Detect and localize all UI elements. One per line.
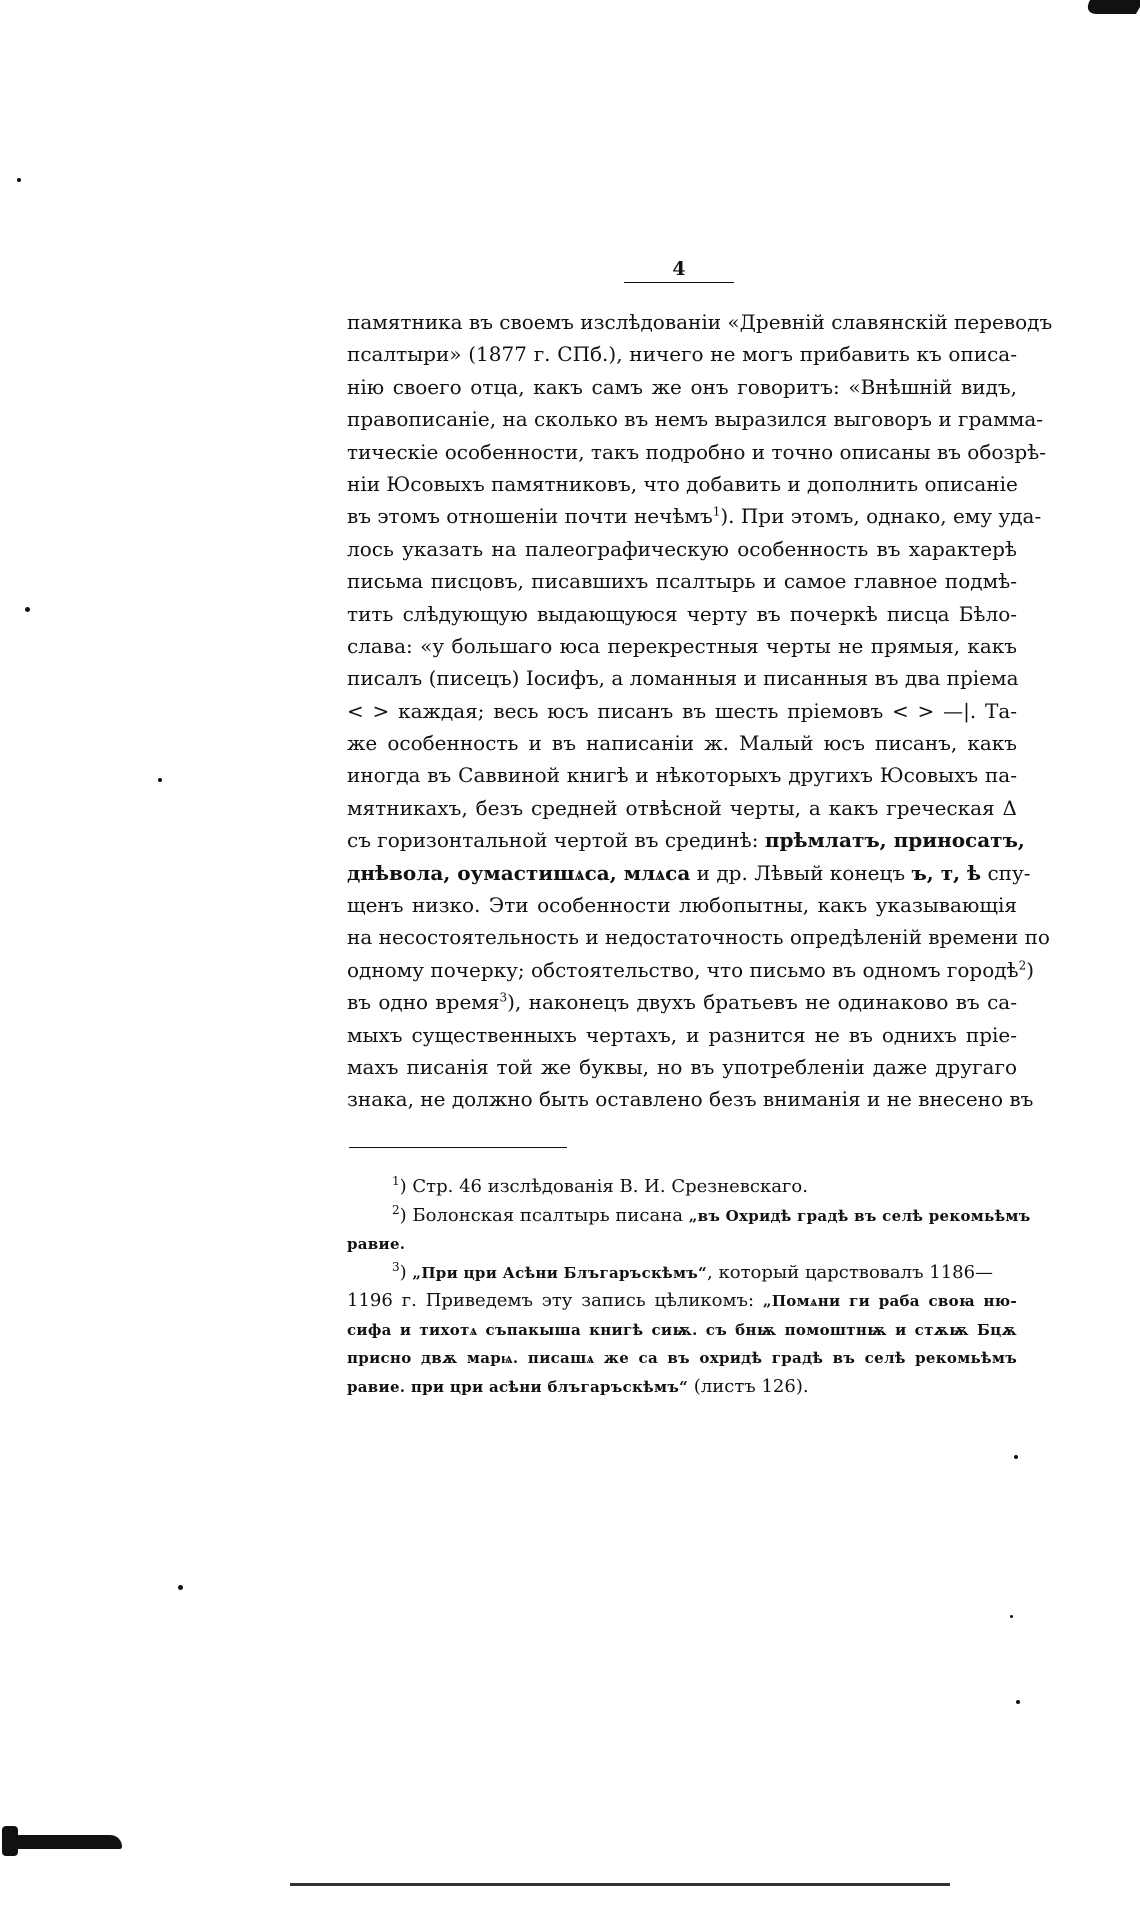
footnote-text: (листъ 126).: [688, 1375, 809, 1397]
footnote-3: [347, 1259, 1017, 1288]
footnote-text: ): [399, 1261, 413, 1283]
text-line: же особенность и въ написаніи ж. Малый юсъ писанъ, какъ: [347, 731, 1017, 756]
footnote-text: 1196 г. Приведемъ эту запись цѣликомъ:: [347, 1290, 763, 1311]
text-run: ), наконецъ двухъ братьевъ не одинаково въ са-: [507, 990, 1017, 1015]
scan-artifact: [2, 1826, 18, 1856]
old-slavonic-quote: „Помѧни ги раба своꙗ ню-: [762, 1292, 1017, 1310]
footnote-mark: 3: [392, 1259, 400, 1274]
text-line: тическіе особенности, такъ подробно и точно описаны въ обозрѣ-: [347, 439, 1046, 464]
scan-artifact: [1082, 0, 1140, 14]
footnotes: [347, 1173, 1031, 1401]
text-run: въ этомъ отношеніи почти нечѣмъ: [347, 504, 713, 529]
text-line: правописаніе, на сколько въ немъ выразился выговоръ и грамма-: [347, 407, 1044, 432]
text-line: писалъ (писецъ) Іосифъ, а ломанныя и писанныя въ два пріема: [347, 666, 1019, 691]
text-run: ). При этомъ, однако, ему уда-: [720, 504, 1042, 529]
footnote-text: ) Болонская псалтырь писана: [399, 1204, 689, 1226]
old-slavonic-example: днѣвола, оумастишѧса, млѧса: [347, 860, 691, 885]
footnote-2-cont: [347, 1230, 1017, 1259]
footnote-ref: 1: [712, 504, 721, 519]
text-line: иногда въ Саввиной книгѣ и нѣкоторыхъ другихъ Юсовыхъ па-: [347, 763, 1017, 788]
text-line: < > каждая; весь юсъ писанъ въ шесть пріемовъ < > —|. Та-: [347, 698, 1017, 723]
text-run: съ горизонтальной чертой въ срединѣ:: [347, 828, 759, 853]
footnote-2: [347, 1202, 1031, 1231]
old-slavonic-example: прѣмлатъ, приносатъ,: [764, 828, 1025, 853]
footnote-3-cont: [347, 1287, 1017, 1316]
text-run: въ одно время: [347, 990, 500, 1015]
text-line: на несостоятельность и недостаточность опредѣленій времени по: [347, 925, 1050, 950]
scan-artifact: [2, 1835, 122, 1849]
old-slavonic-quote: „въ Охридѣ градѣ въ селѣ рекомьѣмъ: [688, 1206, 1031, 1225]
text-line: щенъ низко. Эти особенности любопытны, какъ указывающія: [347, 893, 1017, 918]
footnote-3-cont: [347, 1373, 1017, 1402]
text-line: [347, 500, 1042, 532]
text-line: [347, 857, 1031, 889]
text-line: знака, не должно быть оставлено безъ вниманія и не внесено въ: [347, 1087, 1034, 1112]
text-line: тить слѣдующую выдающуюся черту въ почеркѣ писца Бѣло-: [347, 601, 1017, 626]
text-line: [347, 954, 1035, 986]
text-line: лось указать на палеографическую особенность въ характерѣ: [347, 536, 1017, 561]
footnote-1: [347, 1173, 1017, 1202]
old-slavonic-quote: „При цри Асѣни Блъгаръскѣмъ“: [412, 1263, 708, 1282]
text-line: [347, 824, 1025, 856]
footnote-text: , который царствовалъ 1186—: [707, 1261, 994, 1283]
old-slavonic-quote: равие. при цри асѣни блъгаръскѣмъ“: [347, 1377, 689, 1396]
scan-artifact: [1014, 1455, 1018, 1459]
scan-artifact: [1010, 1615, 1013, 1618]
text-line: мыхъ существенныхъ чертахъ, и разнится не въ однихъ пріе-: [347, 1022, 1017, 1047]
scan-artifact: [1016, 1700, 1020, 1704]
text-line: псалтыри» (1877 г. СПб.), ничего не могъ прибавить къ описа-: [347, 342, 1017, 367]
text-line: [347, 986, 1017, 1018]
scan-artifact: [17, 178, 21, 182]
text-line: мятникахъ, безъ средней отвѣсной черты, а какъ греческая Δ: [347, 795, 1017, 820]
footnote-mark: 1: [392, 1174, 400, 1188]
text-line: памятника въ своемъ изслѣдованіи «Древній славянскій переводъ: [347, 310, 1053, 334]
footnote-mark: 2: [392, 1202, 400, 1217]
text-line: ніи Юсовыхъ памятниковъ, что добавить и дополнить описаніе: [347, 471, 1018, 496]
footnote-ref: 3: [499, 990, 508, 1005]
text-run: одному почерку; обстоятельство, что письмо въ одномъ городѣ: [347, 957, 1019, 982]
old-slavonic-letters: ъ, т, ѣ: [911, 860, 982, 885]
text-line: махъ писанія той же буквы, но въ употребленіи даже другаго: [347, 1054, 1017, 1079]
scan-artifact: [290, 1883, 950, 1886]
text-line: нію своего отца, какъ самъ же онъ говоритъ: «Внѣшній видъ,: [347, 374, 1017, 399]
body-text: [347, 306, 1053, 1116]
footnote-3-cont: присно двѫ марѩ. писашѧ же са въ охридѣ градѣ въ селѣ рекомьѣмъ: [347, 1349, 1017, 1367]
old-slavonic-quote: равие.: [347, 1235, 406, 1253]
text-line: слава: «у большаго юса перекрестныя черты не прямыя, какъ: [347, 633, 1017, 658]
text-run: ): [1026, 957, 1035, 982]
text-run: и др. Лѣвый конецъ: [690, 860, 906, 885]
footnote-ref: 2: [1018, 958, 1027, 973]
footnote-3-cont: сифа и тихотѧ съпакыша книгѣ сиѭ. съ бнѭ помоштнѭ и стѫѭ Бцѫ: [347, 1320, 1017, 1339]
scan-artifact: [158, 778, 162, 782]
page-number: 4: [624, 256, 734, 283]
footnote-rule: [349, 1147, 567, 1148]
scan-artifact: [25, 607, 30, 612]
text-line: письма писцовъ, писавшихъ псалтырь и самое главное подмѣ-: [347, 569, 1017, 594]
scan-artifact: [178, 1585, 183, 1590]
text-run: спу-: [981, 860, 1031, 885]
footnote-text: ) Стр. 46 изслѣдованія В. И. Срезневскаго.: [399, 1176, 808, 1197]
